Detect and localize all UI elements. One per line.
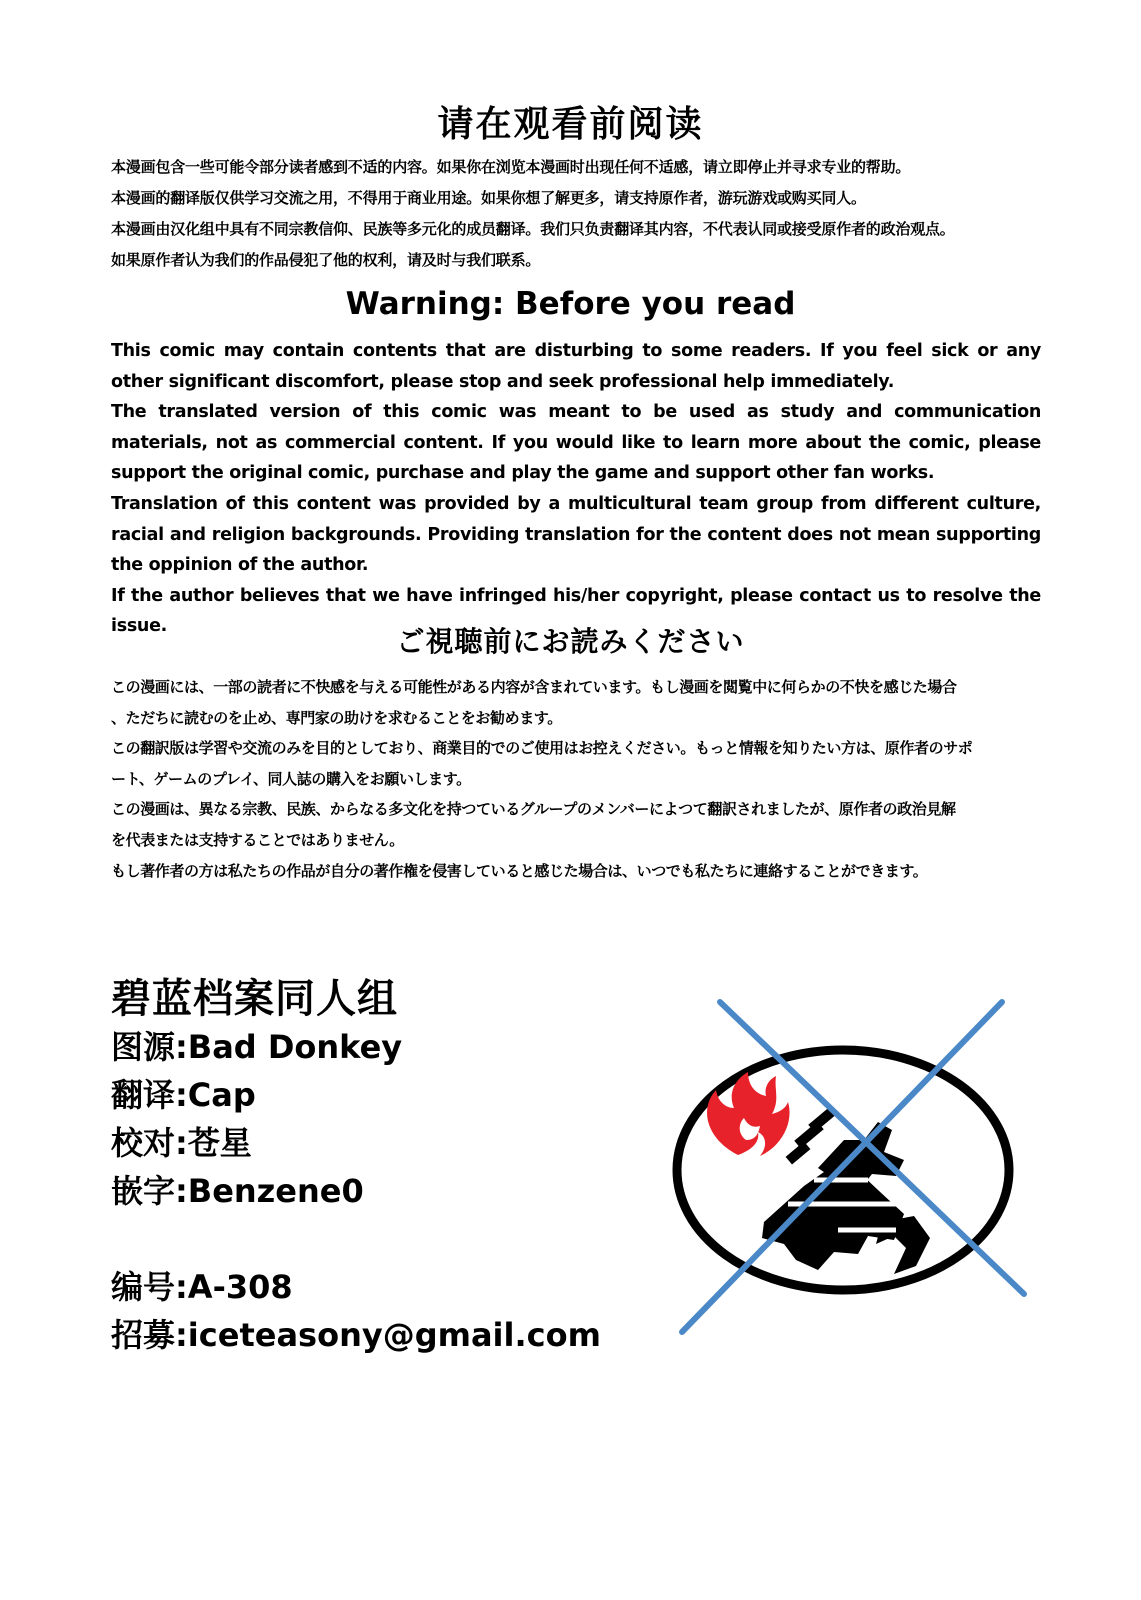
- logo-gear: [762, 1106, 930, 1274]
- credit-source: 图源:Bad Donkey: [111, 1028, 403, 1066]
- en-warning-paragraph: The translated version of this comic was meant to be used as study and communication materials, not as commercial content. If you would like to learn more about the comic, please support the original comic, purchase and play the game and support other fan works.: [111, 402, 1041, 484]
- zh-notice-body: [111, 152, 1041, 276]
- ja-notice-line: を代表または支持することではありません。: [111, 830, 404, 849]
- zh-notice-line: 本漫画由汉化组中具有不同宗教信仰、民族等多元化的成员翻译。我们只负责翻译其内容，不代表认同或接受原作者的政治观点。: [111, 220, 955, 238]
- ja-notice-line: この翻訳版は学習や交流のみを目的としており、商業目的でのご使用はお控えください。もっと情報を知りたい方は、原作者のサポ: [111, 739, 973, 758]
- zh-notice-line: 本漫画的翻译版仅供学习交流之用，不得用于商业用途。如果你想了解更多，请支持原作者，游玩游戏或购买同人。: [111, 189, 866, 207]
- zh-notice-title: 请在观看前阅读: [437, 104, 704, 145]
- credit-proofreading: 校对:苍星: [111, 1124, 252, 1162]
- credit-translation: 翻译:Cap: [111, 1076, 256, 1114]
- credits-block: [111, 975, 601, 1359]
- credit-number: 编号:A-308: [111, 1268, 293, 1306]
- en-warning-paragraph: This comic may contain contents that are disturbing to some readers. If you feel sick or any other significant discomfort, please stop and seek professional help immediately.: [111, 341, 1041, 392]
- en-warning-paragraph: Translation of this content was provided by a multicultural team group from different culture, racial and religion backgrounds. Providing translation for the content does not mean supporting the oppinion of the author.: [111, 493, 1041, 576]
- en-warning-body: [111, 336, 1041, 642]
- ja-notice-body: [111, 672, 1041, 886]
- credits-spacer: [111, 1215, 601, 1263]
- group-logo-icon: [668, 990, 1038, 1360]
- ja-notice-line: この漫画には、一部の読者に不快感を与える可能性がある内容が含まれています。もし漫画を閲覧中に何らかの不快を感じた場合: [111, 678, 957, 696]
- zh-notice-line: 本漫画包含一些可能令部分读者感到不适的内容。如果你在浏览本漫画时出现任何不适感，请立即停止并寻求专业的帮助。: [111, 158, 911, 176]
- ja-notice-line: 、ただちに読むのを止め、専門家の助けを求むることをお勧めます。: [111, 708, 562, 727]
- zh-notice-line: 如果原作者认为我们的作品侵犯了他的权利，请及时与我们联系。: [111, 251, 541, 269]
- credit-typesetting: 嵌字:Benzene0: [111, 1172, 364, 1210]
- ja-notice-line: この漫画は、異なる宗教、民族、からなる多文化を持つているグループのメンバーによつて翻訳されましたが、原作者の政治見解: [111, 800, 956, 819]
- en-warning-paragraph: If the author believes that we have infringed his/her copyright, please contact us to resolve the issue.: [111, 585, 1041, 637]
- ja-notice-line: もし著作者の方は私たちの作品が自分の著作権を侵害していると感じた場合は、いつでも私たちに連絡することができます。: [111, 861, 928, 880]
- group-name: 碧蓝档案同人组: [111, 976, 398, 1022]
- ja-notice-line: ート、ゲームのプレイ、同人誌の購入をお願いします。: [111, 769, 471, 788]
- credit-recruit-email: 招募:iceteasony@gmail.com: [111, 1316, 601, 1354]
- en-warning-title: Warning: Before you read: [345, 286, 796, 322]
- ja-notice-title: ご視聴前にお読みください: [396, 625, 745, 658]
